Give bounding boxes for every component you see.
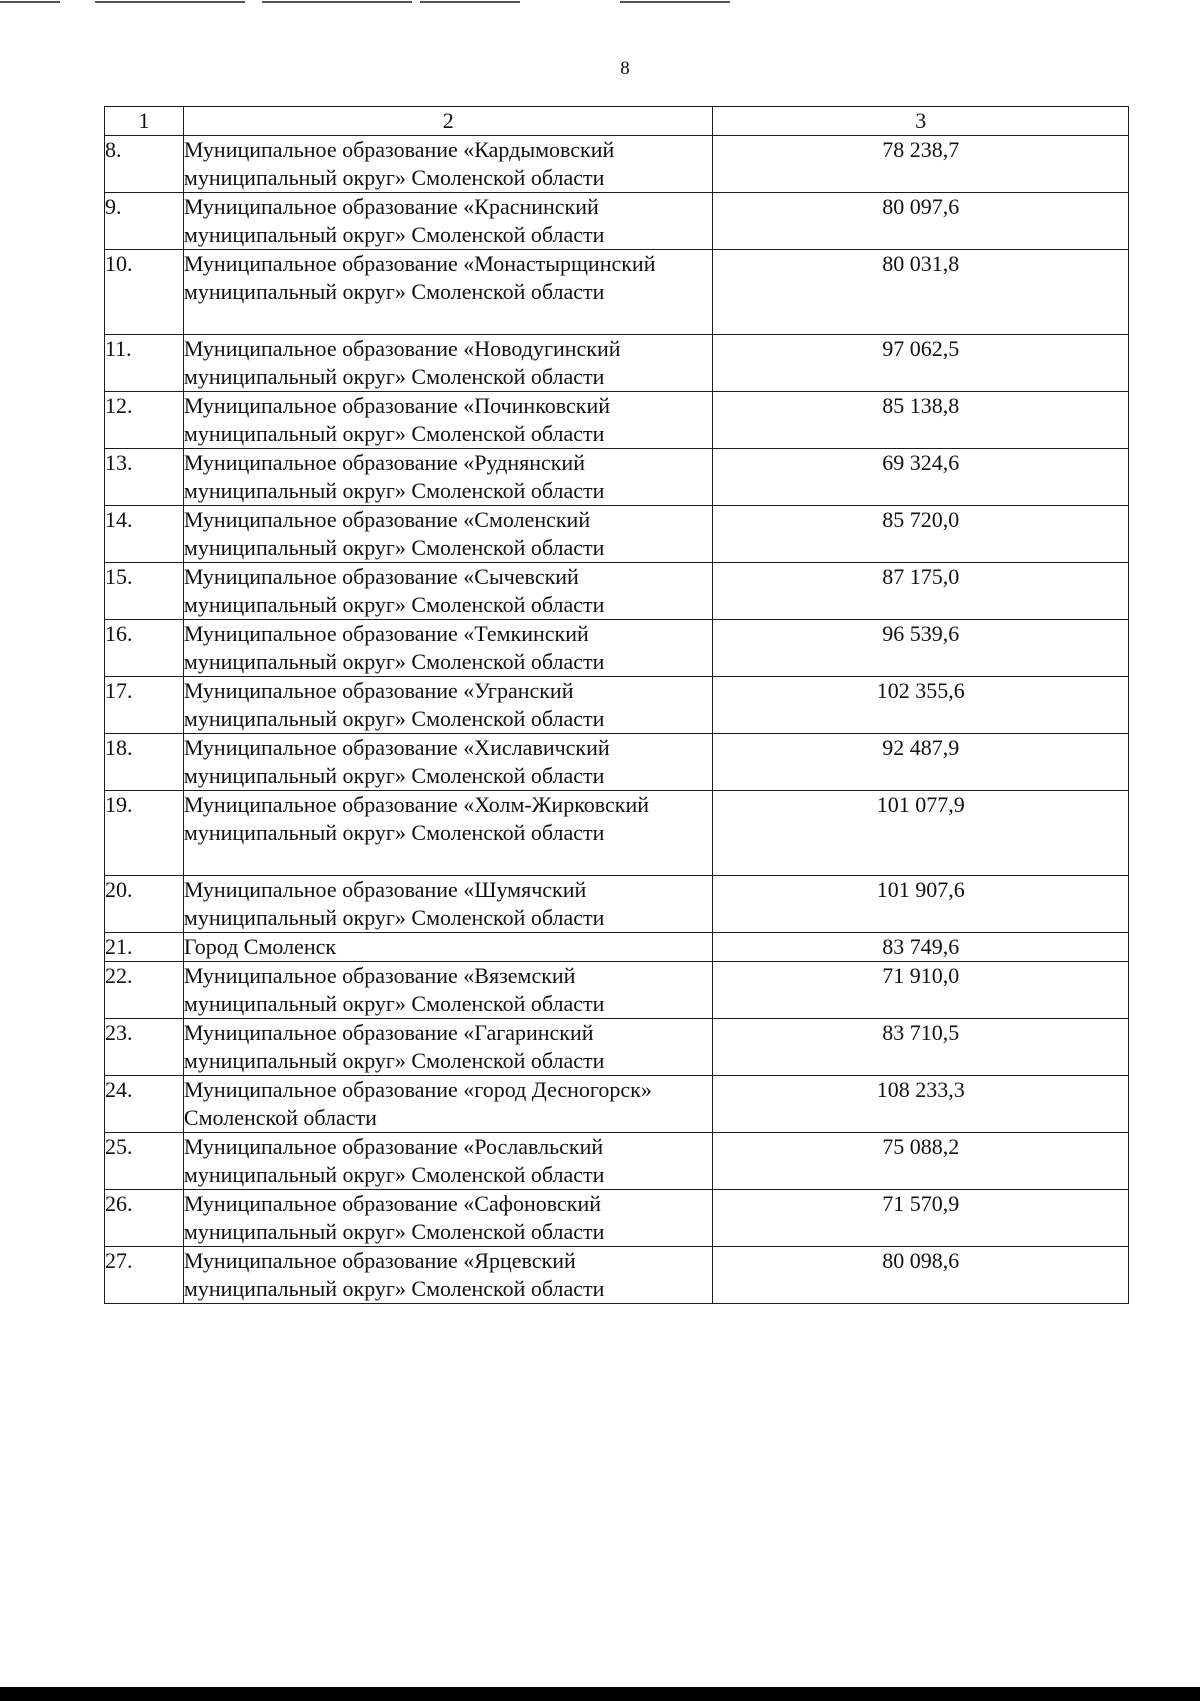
row-name-cell: Муниципальное образование «Сафоновский муниципальный округ» Смоленской области — [183, 1190, 713, 1247]
table-row — [105, 193, 1129, 250]
row-name-cell: Муниципальное образование «Кардымовский муниципальный округ» Смоленской области — [183, 136, 713, 193]
header-cell-name: 2 — [183, 107, 713, 136]
table-row — [105, 392, 1129, 449]
row-number-cell: 8. — [105, 136, 184, 193]
row-number-cell: 23. — [105, 1019, 184, 1076]
row-name-cell: Муниципальное образование «Ярцевский муниципальный округ» Смоленской области — [183, 1247, 713, 1304]
table-row — [105, 1190, 1129, 1247]
scan-artifact-bottom — [0, 1687, 1200, 1701]
row-value-cell: 102 355,6 — [713, 677, 1129, 734]
row-name-cell: Муниципальное образование «Смоленский муниципальный округ» Смоленской области — [183, 506, 713, 563]
row-number-cell: 27. — [105, 1247, 184, 1304]
table-row — [105, 563, 1129, 620]
row-value-cell: 71 570,9 — [713, 1190, 1129, 1247]
row-value-cell: 80 098,6 — [713, 1247, 1129, 1304]
table-row — [105, 677, 1129, 734]
row-number-cell: 13. — [105, 449, 184, 506]
row-value-cell: 85 138,8 — [713, 392, 1129, 449]
row-value-cell: 85 720,0 — [713, 506, 1129, 563]
row-value-cell: 83 710,5 — [713, 1019, 1129, 1076]
row-name-cell: Муниципальное образование «Угранский муниципальный округ» Смоленской области — [183, 677, 713, 734]
row-number-cell: 16. — [105, 620, 184, 677]
row-number-cell: 26. — [105, 1190, 184, 1247]
table-row — [105, 335, 1129, 392]
table-row — [105, 250, 1129, 335]
table-body — [105, 136, 1129, 1304]
row-name-cell: Муниципальное образование «Вяземский муниципальный округ» Смоленской области — [183, 962, 713, 1019]
row-name-cell: Муниципальное образование «Новодугинский муниципальный округ» Смоленской области — [183, 335, 713, 392]
header-cell-number: 1 — [105, 107, 184, 136]
row-name-cell: Муниципальное образование «город Десногорск» Смоленской области — [183, 1076, 713, 1133]
row-number-cell: 17. — [105, 677, 184, 734]
row-name-cell: Муниципальное образование «Холм-Жирковский муниципальный округ» Смоленской области — [183, 791, 713, 876]
row-value-cell: 80 031,8 — [713, 250, 1129, 335]
row-value-cell: 92 487,9 — [713, 734, 1129, 791]
row-number-cell: 22. — [105, 962, 184, 1019]
table-row — [105, 1019, 1129, 1076]
table-row — [105, 734, 1129, 791]
data-table — [104, 106, 1129, 1304]
row-name-cell: Муниципальное образование «Хиславичский муниципальный округ» Смоленской области — [183, 734, 713, 791]
row-value-cell: 96 539,6 — [713, 620, 1129, 677]
row-value-cell: 101 907,6 — [713, 876, 1129, 933]
row-name-cell: Муниципальное образование «Починковский муниципальный округ» Смоленской области — [183, 392, 713, 449]
row-number-cell: 10. — [105, 250, 184, 335]
row-number-cell: 9. — [105, 193, 184, 250]
row-name-cell: Город Смоленск — [183, 933, 713, 962]
table-row — [105, 933, 1129, 962]
row-value-cell: 71 910,0 — [713, 962, 1129, 1019]
row-number-cell: 12. — [105, 392, 184, 449]
table-row — [105, 136, 1129, 193]
row-number-cell: 21. — [105, 933, 184, 962]
row-value-cell: 108 233,3 — [713, 1076, 1129, 1133]
row-number-cell: 25. — [105, 1133, 184, 1190]
row-name-cell: Муниципальное образование «Краснинский муниципальный округ» Смоленской области — [183, 193, 713, 250]
table-row — [105, 506, 1129, 563]
row-value-cell: 69 324,6 — [713, 449, 1129, 506]
row-value-cell: 97 062,5 — [713, 335, 1129, 392]
row-number-cell: 24. — [105, 1076, 184, 1133]
row-number-cell: 18. — [105, 734, 184, 791]
row-name-cell: Муниципальное образование «Сычевский муниципальный округ» Смоленской области — [183, 563, 713, 620]
table-row — [105, 620, 1129, 677]
row-value-cell: 87 175,0 — [713, 563, 1129, 620]
row-value-cell: 75 088,2 — [713, 1133, 1129, 1190]
row-value-cell: 83 749,6 — [713, 933, 1129, 962]
row-name-cell: Муниципальное образование «Монастырщинский муниципальный округ» Смоленской области — [183, 250, 713, 335]
row-name-cell: Муниципальное образование «Гагаринский муниципальный округ» Смоленской области — [183, 1019, 713, 1076]
row-number-cell: 11. — [105, 335, 184, 392]
table-row — [105, 962, 1129, 1019]
row-number-cell: 19. — [105, 791, 184, 876]
row-name-cell: Муниципальное образование «Шумячский муниципальный округ» Смоленской области — [183, 876, 713, 933]
table-row — [105, 449, 1129, 506]
table-header-row — [105, 107, 1129, 136]
row-name-cell: Муниципальное образование «Рославльский муниципальный округ» Смоленской области — [183, 1133, 713, 1190]
row-value-cell: 78 238,7 — [713, 136, 1129, 193]
table-row — [105, 1247, 1129, 1304]
table-row — [105, 1076, 1129, 1133]
row-name-cell: Муниципальное образование «Руднянский муниципальный округ» Смоленской области — [183, 449, 713, 506]
scan-artifact-top — [0, 0, 1200, 6]
row-name-cell: Муниципальное образование «Темкинский муниципальный округ» Смоленской области — [183, 620, 713, 677]
row-number-cell: 14. — [105, 506, 184, 563]
row-number-cell: 15. — [105, 563, 184, 620]
table-row — [105, 876, 1129, 933]
header-cell-value: 3 — [713, 107, 1129, 136]
page-number: 8 — [620, 58, 630, 79]
row-value-cell: 101 077,9 — [713, 791, 1129, 876]
row-number-cell: 20. — [105, 876, 184, 933]
table-row — [105, 1133, 1129, 1190]
table-row — [105, 791, 1129, 876]
row-value-cell: 80 097,6 — [713, 193, 1129, 250]
